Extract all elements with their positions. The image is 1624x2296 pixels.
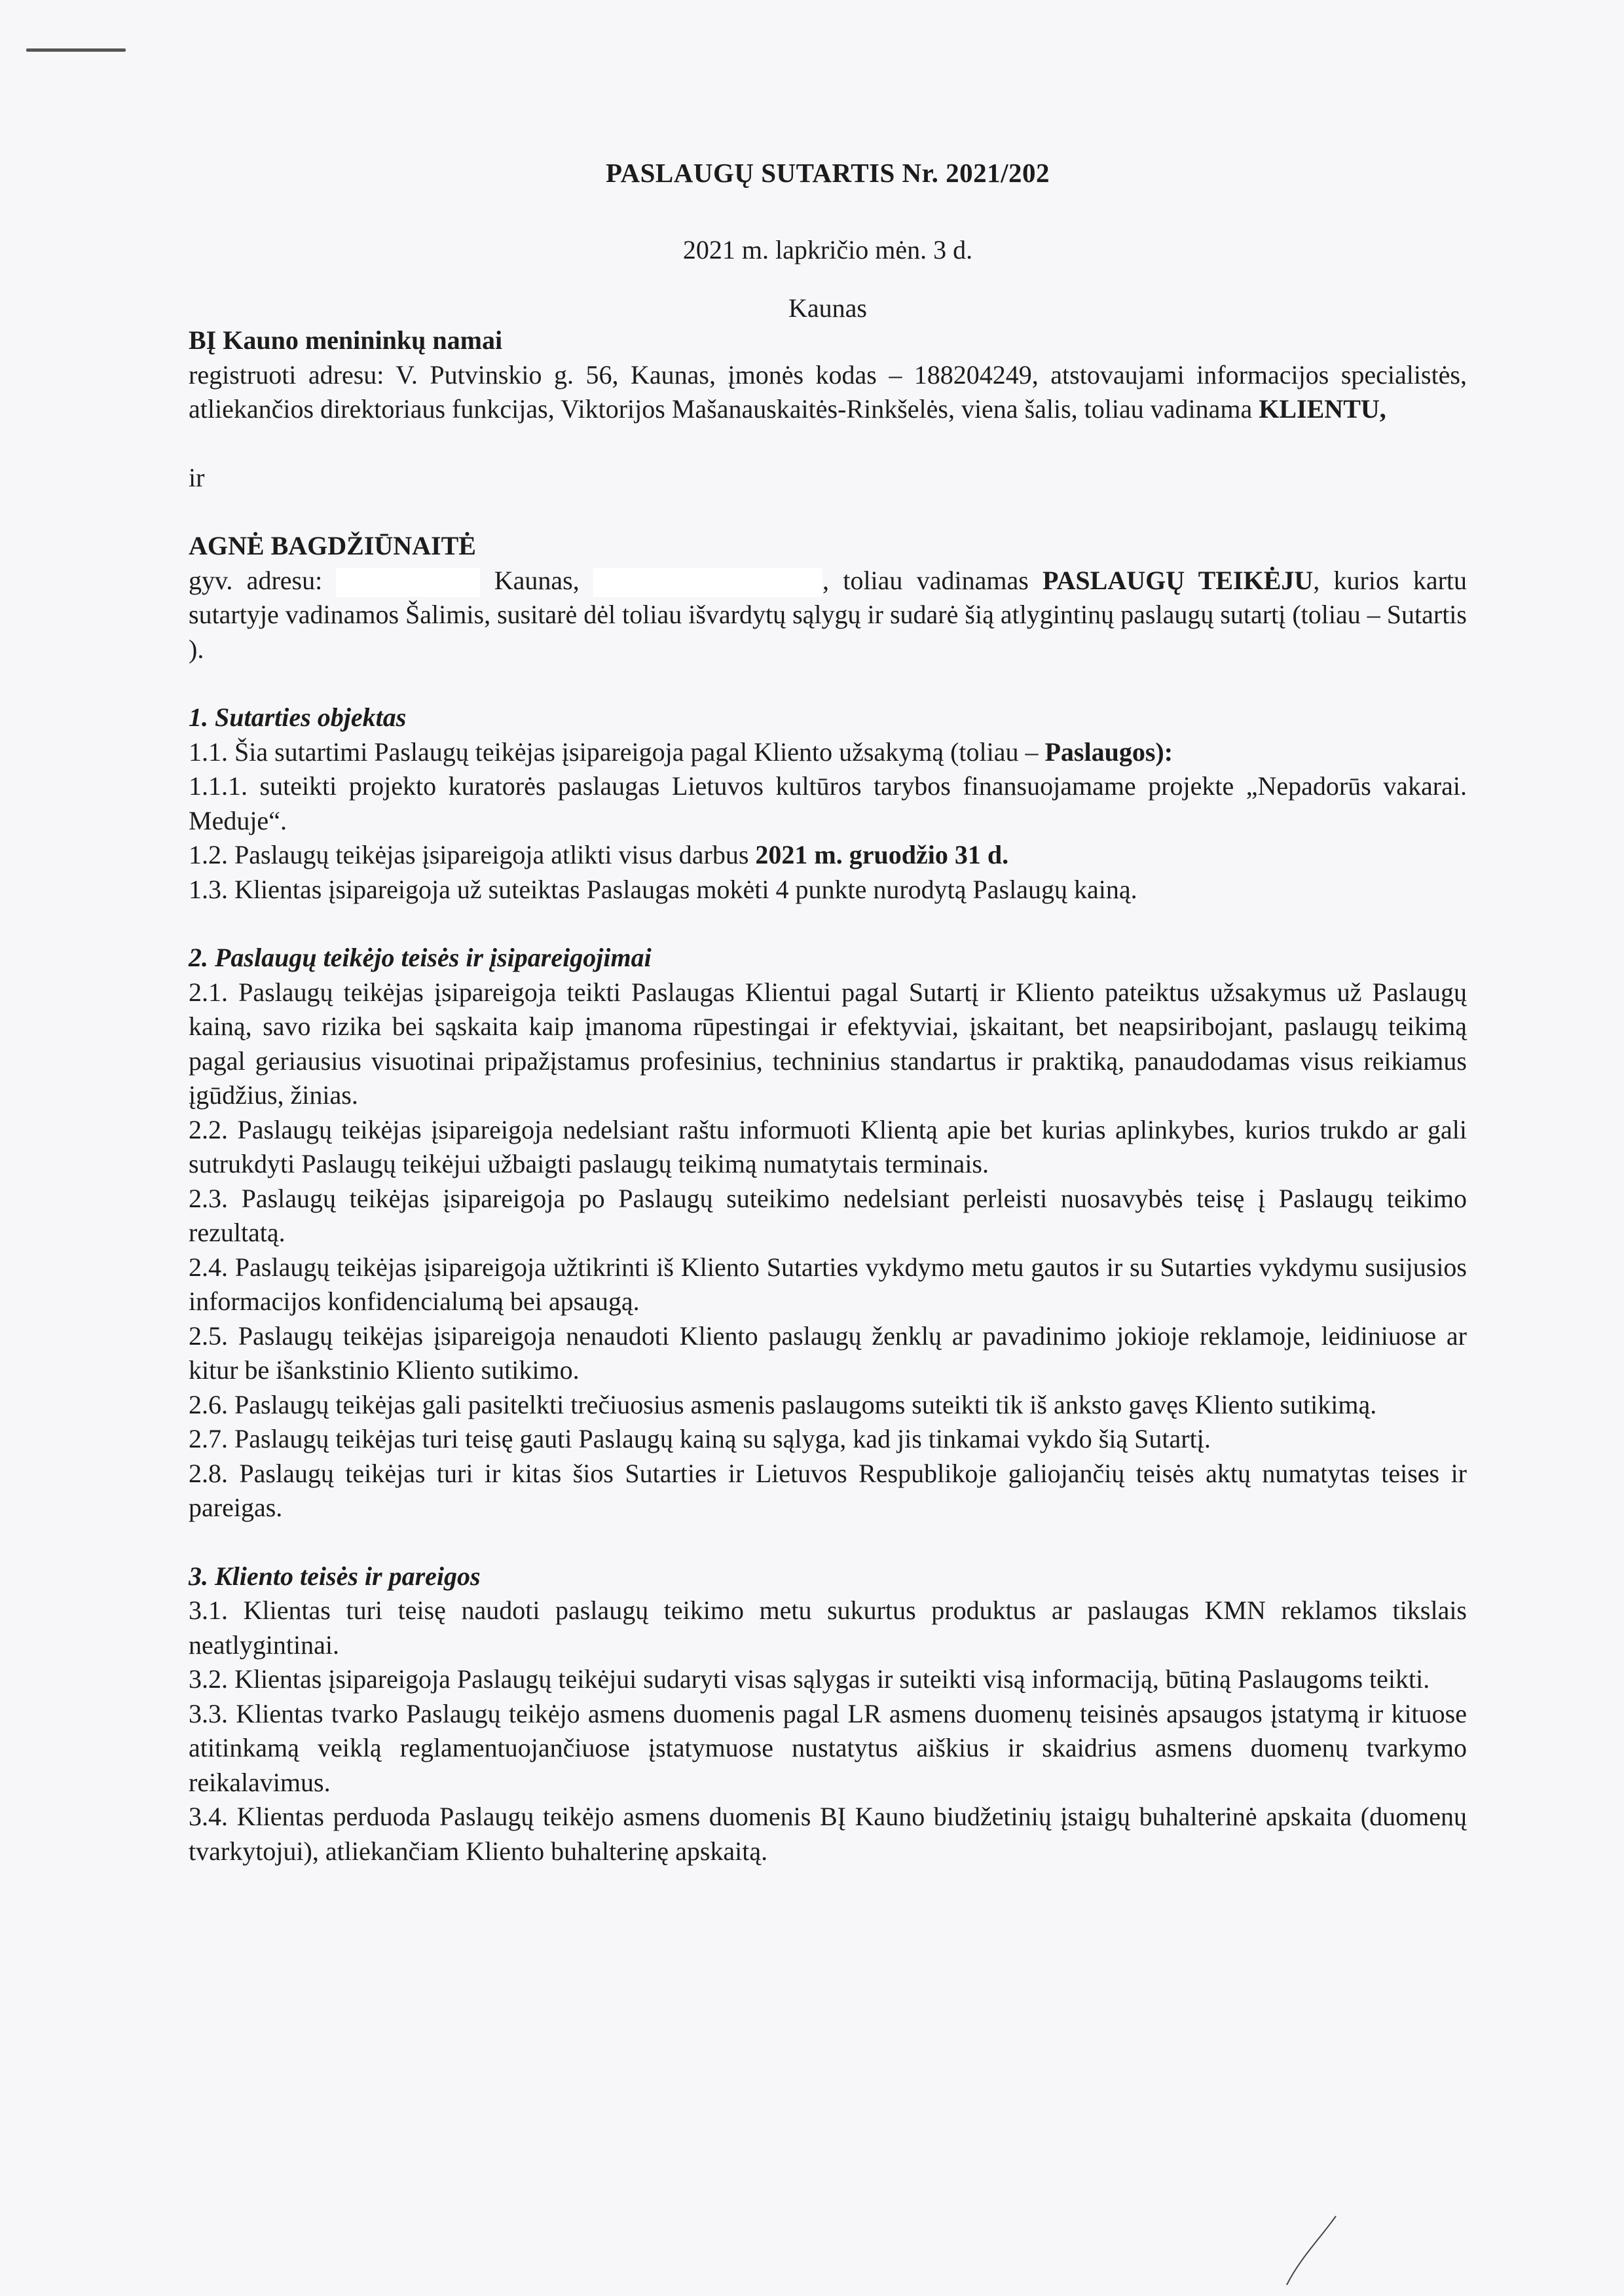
document-city: Kaunas (788, 293, 867, 323)
party2-details (189, 564, 1467, 667)
clause-1-2-text: 1.2. Paslaugų teikėjas įsipareigoja atlikti visus darbus (189, 840, 756, 869)
clause-2-2: 2.2. Paslaugų teikėjas įsipareigoja nedelsiant raštu informuoti Klientą apie bet kurias aplinkybes, kurios trukdo ar gali sutrukdyti Paslaugų teikėjui užbaigti paslaugų teikimą numatytais terminais. (189, 1114, 1467, 1178)
clause-2-3: 2.3. Paslaugų teikėjas įsipareigoja po Paslaugų suteikimo nedelsiant perleisti nuosavybės teisę į Paslaugų teikimo rezultatą. (189, 1183, 1467, 1247)
party2-role: PASLAUGŲ TEIKĖJU (1043, 565, 1314, 595)
conjunction: ir (189, 462, 205, 492)
clause-2-5: 2.5. Paslaugų teikėjas įsipareigoja nenaudoti Kliento paslaugų ženklų ar pavadinimo jokioje reklamoje, leidiniuose ar kitur be išankstinio Kliento sutikimo. (189, 1321, 1467, 1385)
clause-2-1: 2.1. Paslaugų teikėjas įsipareigoja teikti Paslaugas Klientui pagal Sutartį ir Kliento pateiktus užsakymus už Paslaugų kainą, savo rizika bei sąskaita kaip įmanoma rūpestingai ir efektyviai, įskaitant, bet neapsiribojant, paslaugų teikimą pagal geriausius visuotinai pripažįstamus profesinius, techninius standartus ir praktiką, panaudodamas visus reikiamus įgūdžius, žinias. (189, 977, 1467, 1110)
document-page (189, 157, 1467, 1868)
clause-2-8: 2.8. Paslaugų teikėjas turi ir kitas šios Sutarties ir Lietuvos Respublikoje galiojančių teisės aktų numatytas teises ir pareigas. (189, 1458, 1467, 1522)
party2-address-city: Kaunas, (494, 565, 580, 595)
redaction-box (593, 568, 822, 597)
clause-2-6: 2.6. Paslaugų teikėjas gali pasitelkti trečiuosius asmenis paslaugoms suteikti tik iš anksto gavęs Kliento sutikimą. (189, 1389, 1377, 1419)
party1-name: BĮ Kauno menininkų namai (189, 325, 503, 355)
party1-details (189, 358, 1467, 427)
clause-1-2 (189, 838, 1467, 873)
party2-text-before-role: , toliau vadinamas (822, 565, 1043, 595)
section1-title: 1. Sutarties objektas (189, 702, 407, 732)
party2-address-prefix: gyv. adresu: (189, 565, 337, 595)
redaction-box (336, 568, 480, 597)
clause-3-3: 3.3. Klientas tvarko Paslaugų teikėjo asmens duomenis pagal LR asmens duomenų teisinės apsaugos įstatymą ir kituose atitinkamą veiklą reglamentuojančiuose įstatymuose nustatytus aiškius ir skaidrius asmens duomenų tvarkymo reikalavimus. (189, 1698, 1467, 1797)
section2-title: 2. Paslaugų teikėjo teisės ir įsipareigojimai (189, 943, 652, 972)
clause-3-4: 3.4. Klientas perduoda Paslaugų teikėjo asmens duomenis BĮ Kauno biudžetinių įstaigų buhalterinė apskaita (duomenų tvarkytojui), atliekančiam Kliento buhalterinę apskaitą. (189, 1802, 1467, 1866)
clause-2-4: 2.4. Paslaugų teikėjas įsipareigoja užtikrinti iš Kliento Sutarties vykdymo metu gautos ir su Sutarties vykdymu susijusios informacijos konfidencialumą bei apsaugą. (189, 1252, 1467, 1316)
document-title: PASLAUGŲ SUTARTIS Nr. 2021/202 (605, 158, 1050, 188)
pen-stroke-mark (1280, 2213, 1339, 2291)
clause-1-1-bold: Paslaugos): (1044, 737, 1173, 767)
party1-role: KLIENTU, (1259, 394, 1386, 424)
section3-title: 3. Kliento teisės ir pareigos (189, 1561, 481, 1591)
clause-1-2-deadline: 2021 m. gruodžio 31 d. (755, 840, 1009, 869)
party2-text-after-role: , kurios kartu sutartyje vadinamos Šalimis, susitarė dėl toliau išvardytų sąlygų ir sudarė šią atlygintinų paslaugų sutartį (toliau – Sutartis ). (189, 565, 1467, 664)
clause-1-1-1: 1.1.1. suteikti projekto kuratorės paslaugas Lietuvos kultūros tarybos finansuojamame projekte „Nepadorūs vakarai. Meduje“. (189, 771, 1467, 835)
clause-1-3: 1.3. Klientas įsipareigoja už suteiktas Paslaugas mokėti 4 punkte nurodytą Paslaugų kainą. (189, 874, 1137, 904)
scan-mark (26, 48, 126, 52)
clause-3-1: 3.1. Klientas turi teisę naudoti paslaugų teikimo metu sukurtus produktus ar paslaugas KMN reklamos tikslais neatlygintinai. (189, 1595, 1467, 1660)
party1-text: registruoti adresu: V. Putvinskio g. 56, Kaunas, įmonės kodas – 188204249, atstovaujami informacijos specialistės, atliekančios direktoriaus funkcijas, Viktorijos Mašanauskaitės-Rinkšelės, viena šalis, toliau vadinama (189, 359, 1467, 424)
party2-name: AGNĖ BAGDŽIŪNAITĖ (189, 531, 476, 560)
clause-1-1 (189, 735, 1467, 770)
clause-2-7: 2.7. Paslaugų teikėjas turi teisę gauti Paslaugų kainą su sąlyga, kad jis tinkamai vykdo šią Sutartį. (189, 1424, 1211, 1453)
document-date: 2021 m. lapkričio mėn. 3 d. (682, 235, 973, 264)
clause-1-1-text: 1.1. Šia sutartimi Paslaugų teikėjas įsipareigoja pagal Kliento užsakymą (toliau – (189, 737, 1045, 767)
clause-3-2: 3.2. Klientas įsipareigoja Paslaugų teikėjui sudaryti visas sąlygas ir suteikti visą informaciją, būtiną Paslaugoms teikti. (189, 1664, 1430, 1694)
